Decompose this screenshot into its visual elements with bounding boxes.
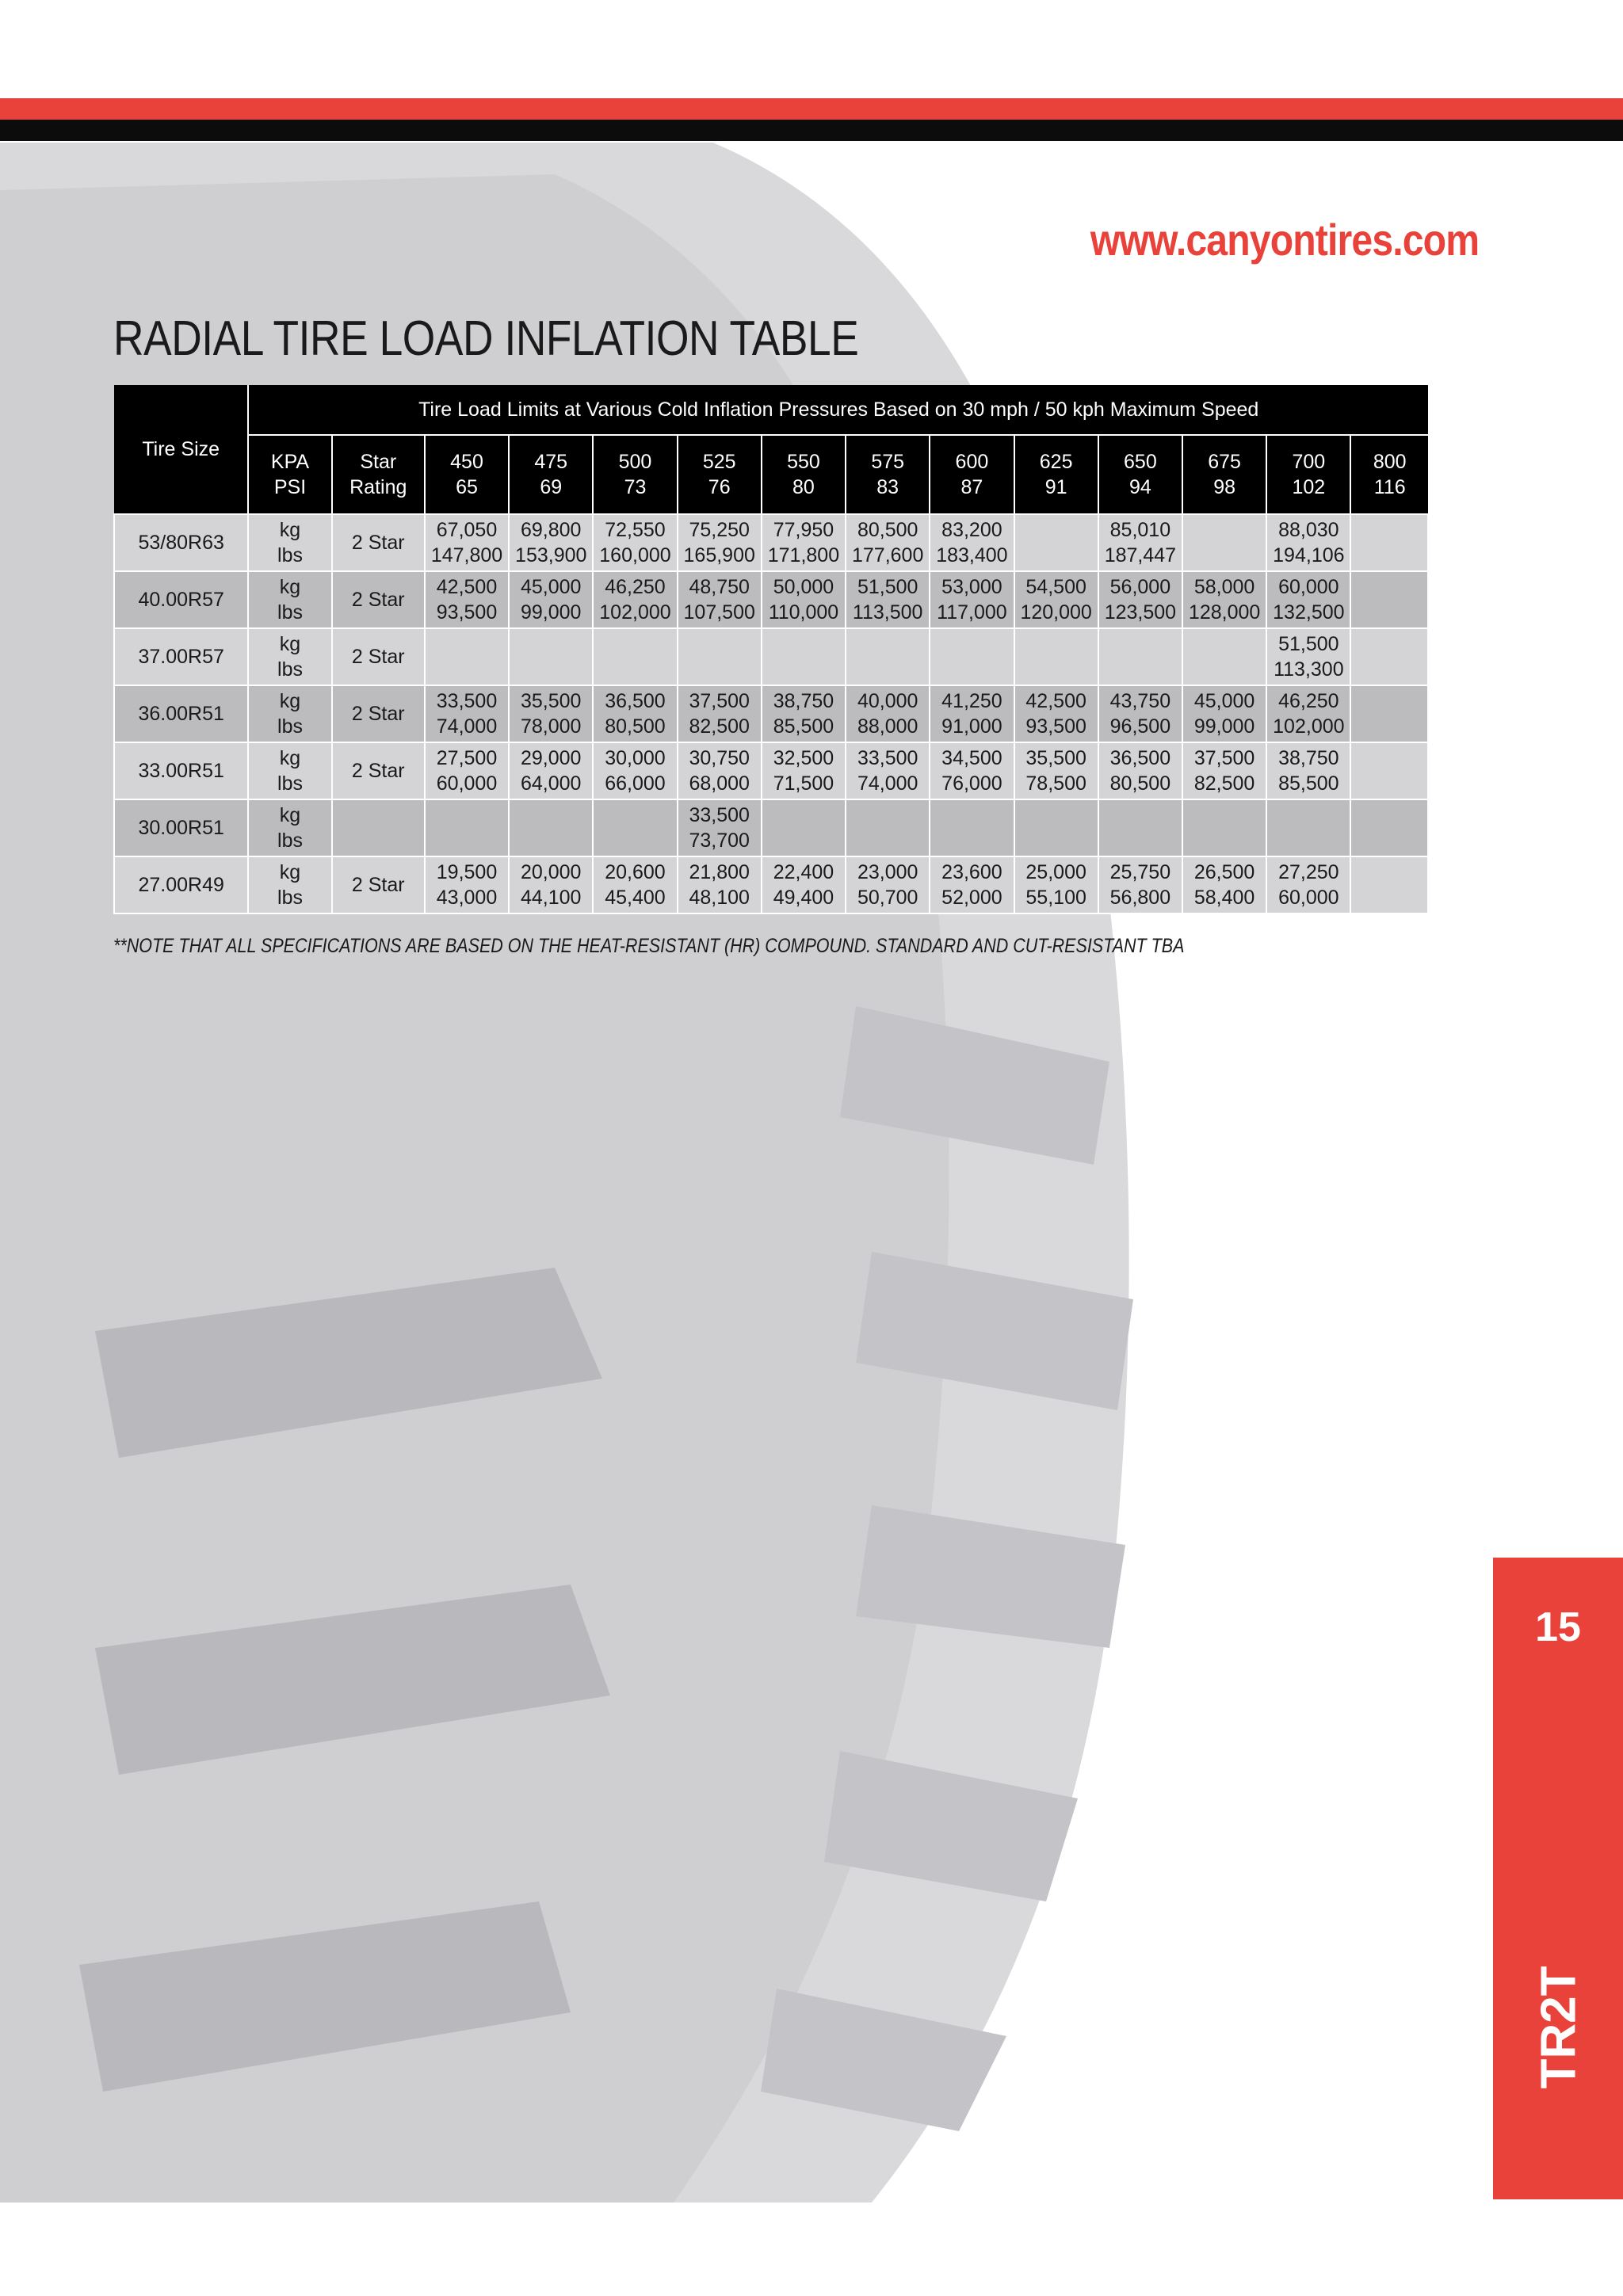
- load-value-cell: [930, 685, 1014, 742]
- load-kg: 20,000: [521, 861, 582, 883]
- pressure-kpa: 625: [1039, 451, 1073, 473]
- load-value-cell: [930, 799, 1014, 856]
- load-kg: 50,000: [773, 576, 834, 598]
- load-kg: 46,250: [605, 576, 666, 598]
- load-value-cell: [678, 571, 762, 628]
- unit-cell: [248, 514, 331, 571]
- load-kg: 36,500: [605, 690, 666, 712]
- pressure-kpa: 675: [1208, 451, 1241, 473]
- load-kg: 58,000: [1193, 576, 1255, 598]
- load-lbs: 78,500: [1025, 772, 1086, 795]
- load-value-cell: [1350, 628, 1428, 685]
- load-kg: 42,500: [1025, 690, 1086, 712]
- load-kg: 60,000: [1278, 576, 1339, 598]
- load-value-cell: [1014, 856, 1098, 913]
- pressure-psi: 102: [1292, 476, 1326, 498]
- star-rating-header: [332, 435, 425, 514]
- table-row: [114, 514, 1428, 571]
- load-value-cell: [1182, 799, 1266, 856]
- pressure-kpa: 475: [534, 451, 568, 473]
- load-value-cell: [425, 685, 509, 742]
- load-kg: 33,500: [857, 747, 918, 769]
- load-value-cell: [846, 571, 930, 628]
- load-value-cell: [678, 514, 762, 571]
- load-kg: 56,000: [1109, 576, 1171, 598]
- star-rating-cell: [332, 799, 425, 856]
- table-row: [114, 742, 1428, 799]
- kg-unit: kg: [279, 804, 301, 826]
- pressure-psi: 69: [540, 476, 563, 498]
- load-kg: 45,000: [521, 576, 582, 598]
- load-value-cell: [1014, 571, 1098, 628]
- load-kg: 21,800: [689, 861, 750, 883]
- pressure-header: [930, 435, 1014, 514]
- load-value-cell: [509, 514, 593, 571]
- kpa-label: KPA: [270, 451, 310, 473]
- pressure-psi: 73: [624, 476, 647, 498]
- load-value-cell: [930, 628, 1014, 685]
- load-lbs: 120,000: [1020, 601, 1092, 624]
- table-row: [114, 799, 1428, 856]
- load-value-cell: [1098, 742, 1182, 799]
- pressure-header: [1182, 435, 1266, 514]
- load-lbs: 194,106: [1273, 544, 1345, 566]
- load-value-cell: [1098, 571, 1182, 628]
- load-value-cell: [1182, 514, 1266, 571]
- load-lbs: 107,500: [683, 601, 755, 624]
- load-lbs: 43,000: [436, 887, 498, 909]
- load-kg: 72,550: [605, 519, 666, 541]
- lbs-unit: lbs: [277, 715, 303, 738]
- pressure-header: [762, 435, 846, 514]
- load-lbs: 55,100: [1025, 887, 1086, 909]
- pressure-kpa: 575: [871, 451, 905, 473]
- load-value-cell: [425, 856, 509, 913]
- tire-size-cell: 37.00R57: [114, 628, 248, 685]
- tire-size-cell: 33.00R51: [114, 742, 248, 799]
- load-value-cell: [678, 799, 762, 856]
- specification-note: **NOTE THAT ALL SPECIFICATIONS ARE BASED ON THE HEAT-RESISTANT (HR) COMPOUND. STANDARD AND CUT-RESISTANT TBA: [113, 935, 1185, 957]
- load-value-cell: [425, 799, 509, 856]
- load-lbs: 177,600: [851, 544, 924, 566]
- load-value-cell: [425, 571, 509, 628]
- load-lbs: 68,000: [689, 772, 750, 795]
- load-value-cell: [762, 571, 846, 628]
- load-kg: 27,250: [1278, 861, 1339, 883]
- load-value-cell: [1098, 628, 1182, 685]
- load-value-cell: [762, 799, 846, 856]
- load-kg: 26,500: [1193, 861, 1255, 883]
- load-value-cell: [846, 685, 930, 742]
- load-kg: 27,500: [436, 747, 498, 769]
- pressure-psi: 98: [1213, 476, 1236, 498]
- load-value-cell: [762, 856, 846, 913]
- table-row: [114, 628, 1428, 685]
- load-value-cell: [1266, 571, 1350, 628]
- pressure-header-row: [114, 435, 1428, 514]
- load-kg: 37,500: [1193, 747, 1255, 769]
- load-lbs: 147,800: [430, 544, 503, 566]
- tire-size-cell: 30.00R51: [114, 799, 248, 856]
- load-value-cell: [425, 514, 509, 571]
- load-lbs: 123,500: [1104, 601, 1177, 624]
- load-lbs: 80,500: [605, 715, 666, 738]
- load-value-cell: [930, 742, 1014, 799]
- kg-unit: kg: [279, 747, 301, 769]
- load-value-cell: [1182, 628, 1266, 685]
- load-lbs: 74,000: [857, 772, 918, 795]
- load-lbs: 48,100: [689, 887, 750, 909]
- load-kg: 45,000: [1193, 690, 1255, 712]
- kg-unit: kg: [279, 519, 301, 541]
- load-lbs: 82,500: [689, 715, 750, 738]
- load-kg: 43,750: [1109, 690, 1171, 712]
- load-kg: 77,950: [773, 519, 834, 541]
- pressure-kpa: 450: [450, 451, 483, 473]
- lbs-unit: lbs: [277, 830, 303, 852]
- load-lbs: 102,000: [599, 601, 671, 624]
- load-lbs: 85,500: [773, 715, 834, 738]
- pressure-header: [425, 435, 509, 514]
- load-value-cell: [1182, 856, 1266, 913]
- table-row: [114, 856, 1428, 913]
- load-lbs: 50,700: [857, 887, 918, 909]
- unit-cell: [248, 799, 331, 856]
- load-lbs: 60,000: [1278, 887, 1339, 909]
- pressure-psi: 94: [1128, 476, 1151, 498]
- load-value-cell: [1098, 799, 1182, 856]
- load-value-cell: [1098, 514, 1182, 571]
- load-value-cell: [593, 685, 677, 742]
- pressure-kpa: 650: [1124, 451, 1157, 473]
- star-rating-cell: 2 Star: [332, 856, 425, 913]
- load-value-cell: [593, 742, 677, 799]
- kg-unit: kg: [279, 633, 301, 655]
- unit-cell: [248, 628, 331, 685]
- load-value-cell: [1182, 742, 1266, 799]
- load-lbs: 96,500: [1109, 715, 1171, 738]
- pressure-header: [1014, 435, 1098, 514]
- pressure-kpa: 700: [1292, 451, 1326, 473]
- star-label: Star: [360, 451, 397, 473]
- rating-label: Rating: [349, 476, 407, 498]
- load-kg: 54,500: [1025, 576, 1086, 598]
- load-lbs: 153,900: [515, 544, 587, 566]
- load-value-cell: [1350, 856, 1428, 913]
- pressure-psi: 80: [792, 476, 815, 498]
- load-kg: 46,250: [1278, 690, 1339, 712]
- tire-size-cell: 27.00R49: [114, 856, 248, 913]
- pressure-header: [509, 435, 593, 514]
- load-lbs: 113,300: [1274, 658, 1344, 681]
- load-lbs: 117,000: [937, 601, 1007, 624]
- lbs-unit: lbs: [277, 544, 303, 566]
- top-red-band: [0, 98, 1623, 120]
- load-lbs: 73,700: [689, 830, 750, 852]
- load-kg: 38,750: [773, 690, 834, 712]
- load-lbs: 80,500: [1109, 772, 1171, 795]
- page-title: RADIAL TIRE LOAD INFLATION TABLE: [113, 311, 859, 366]
- load-lbs: 110,000: [768, 601, 839, 624]
- tire-size-cell: 53/80R63: [114, 514, 248, 571]
- pressure-header: [593, 435, 677, 514]
- load-value-cell: [509, 628, 593, 685]
- load-lbs: 56,800: [1109, 887, 1171, 909]
- load-kg: 51,500: [1278, 633, 1339, 655]
- tire-size-cell: 36.00R51: [114, 685, 248, 742]
- load-lbs: 187,447: [1104, 544, 1177, 566]
- lbs-unit: lbs: [277, 658, 303, 681]
- load-kg: 69,800: [521, 519, 582, 541]
- load-kg: 83,200: [941, 519, 1002, 541]
- load-lbs: 49,400: [773, 887, 834, 909]
- unit-cell: [248, 685, 331, 742]
- load-value-cell: [509, 799, 593, 856]
- pressure-psi: 87: [960, 476, 983, 498]
- tire-size-cell: 40.00R57: [114, 571, 248, 628]
- load-value-cell: [593, 856, 677, 913]
- unit-cell: [248, 856, 331, 913]
- load-lbs: 58,400: [1193, 887, 1255, 909]
- load-kg: 29,000: [521, 747, 582, 769]
- load-kg: 37,500: [689, 690, 750, 712]
- load-kg: 33,500: [436, 690, 498, 712]
- load-lbs: 60,000: [436, 772, 498, 795]
- star-rating-cell: 2 Star: [332, 685, 425, 742]
- load-kg: 34,500: [941, 747, 1002, 769]
- load-kg: 25,000: [1025, 861, 1086, 883]
- load-value-cell: [593, 799, 677, 856]
- load-value-cell: [678, 856, 762, 913]
- load-value-cell: [846, 628, 930, 685]
- load-value-cell: [1350, 571, 1428, 628]
- load-value-cell: [846, 856, 930, 913]
- pressure-kpa: 500: [618, 451, 652, 473]
- load-value-cell: [1266, 514, 1350, 571]
- load-kg: 38,750: [1278, 747, 1339, 769]
- load-value-cell: [1014, 685, 1098, 742]
- load-kg: 41,250: [941, 690, 1002, 712]
- load-lbs: 52,000: [941, 887, 1002, 909]
- unit-cell: [248, 571, 331, 628]
- table-row: [114, 685, 1428, 742]
- load-lbs: 165,900: [683, 544, 755, 566]
- load-value-cell: [930, 514, 1014, 571]
- load-value-cell: [1098, 856, 1182, 913]
- kg-unit: kg: [279, 576, 301, 598]
- load-value-cell: [762, 742, 846, 799]
- kg-unit: kg: [279, 690, 301, 712]
- load-value-cell: [509, 856, 593, 913]
- load-value-cell: [1266, 685, 1350, 742]
- load-value-cell: [1014, 799, 1098, 856]
- load-value-cell: [593, 514, 677, 571]
- load-lbs: 45,400: [605, 887, 666, 909]
- load-value-cell: [509, 685, 593, 742]
- pressure-header: [846, 435, 930, 514]
- load-kg: 23,600: [941, 861, 1002, 883]
- load-value-cell: [593, 571, 677, 628]
- lbs-unit: lbs: [277, 601, 303, 624]
- load-lbs: 85,500: [1278, 772, 1339, 795]
- load-value-cell: [509, 571, 593, 628]
- load-lbs: 76,000: [941, 772, 1002, 795]
- load-value-cell: [846, 742, 930, 799]
- kg-unit: kg: [279, 861, 301, 883]
- load-lbs: 88,000: [857, 715, 918, 738]
- load-kg: 20,600: [605, 861, 666, 883]
- load-value-cell: [678, 628, 762, 685]
- pressure-header: [1350, 435, 1428, 514]
- load-value-cell: [1350, 685, 1428, 742]
- table-row: [114, 571, 1428, 628]
- page-number: 15: [1535, 1604, 1581, 1650]
- load-value-cell: [1182, 571, 1266, 628]
- star-rating-cell: 2 Star: [332, 742, 425, 799]
- load-value-cell: [1350, 514, 1428, 571]
- pressure-kpa: 800: [1373, 451, 1407, 473]
- load-value-cell: [1266, 742, 1350, 799]
- star-rating-cell: 2 Star: [332, 628, 425, 685]
- load-value-cell: [1266, 628, 1350, 685]
- load-value-cell: [762, 685, 846, 742]
- tire-size-header: Tire Size: [114, 385, 248, 514]
- load-value-cell: [1182, 685, 1266, 742]
- load-value-cell: [1350, 799, 1428, 856]
- load-lbs: 99,000: [521, 601, 582, 624]
- load-value-cell: [1266, 856, 1350, 913]
- load-kg: 80,500: [857, 519, 918, 541]
- pressure-psi: 116: [1373, 476, 1406, 498]
- load-kg: 23,000: [857, 861, 918, 883]
- pressure-kpa: 525: [702, 451, 736, 473]
- load-kg: 22,400: [773, 861, 834, 883]
- star-rating-cell: 2 Star: [332, 571, 425, 628]
- load-lbs: 99,000: [1193, 715, 1255, 738]
- side-tab: [1493, 1558, 1623, 2199]
- load-lbs: 113,500: [852, 601, 923, 624]
- load-lbs: 44,100: [521, 887, 582, 909]
- load-kg: 25,750: [1109, 861, 1171, 883]
- load-lbs: 64,000: [521, 772, 582, 795]
- load-value-cell: [509, 742, 593, 799]
- lbs-unit: lbs: [277, 772, 303, 795]
- load-value-cell: [425, 628, 509, 685]
- load-value-cell: [1014, 514, 1098, 571]
- load-value-cell: [846, 514, 930, 571]
- load-value-cell: [762, 514, 846, 571]
- load-value-cell: [593, 628, 677, 685]
- load-kg: 42,500: [436, 576, 498, 598]
- load-lbs: 66,000: [605, 772, 666, 795]
- load-lbs: 171,800: [767, 544, 840, 566]
- load-value-cell: [1350, 742, 1428, 799]
- load-lbs: 93,500: [436, 601, 498, 624]
- psi-label: PSI: [273, 476, 307, 498]
- load-value-cell: [930, 571, 1014, 628]
- load-kg: 33,500: [689, 804, 750, 826]
- load-value-cell: [1266, 799, 1350, 856]
- website-url[interactable]: www.canyontires.com: [1090, 215, 1479, 265]
- load-value-cell: [930, 856, 1014, 913]
- load-lbs: 71,500: [773, 772, 834, 795]
- load-lbs: 82,500: [1193, 772, 1255, 795]
- load-lbs: 78,000: [521, 715, 582, 738]
- table-caption: Tire Load Limits at Various Cold Inflation Pressures Based on 30 mph / 50 kph Maximum Speed: [248, 385, 1428, 435]
- load-kg: 53,000: [941, 576, 1002, 598]
- load-lbs: 128,000: [1188, 601, 1261, 624]
- load-lbs: 160,000: [599, 544, 671, 566]
- load-kg: 75,250: [689, 519, 750, 541]
- pressure-kpa: 550: [787, 451, 820, 473]
- load-lbs: 91,000: [941, 715, 1002, 738]
- load-inflation-table: [113, 385, 1429, 914]
- section-code: TR2T: [1531, 1966, 1587, 2089]
- load-kg: 48,750: [689, 576, 750, 598]
- pressure-header: [1098, 435, 1182, 514]
- unit-cell: [248, 742, 331, 799]
- load-value-cell: [762, 628, 846, 685]
- load-value-cell: [846, 799, 930, 856]
- load-lbs: 93,500: [1025, 715, 1086, 738]
- load-lbs: 132,500: [1273, 601, 1345, 624]
- load-kg: 88,030: [1278, 519, 1339, 541]
- load-kg: 35,500: [521, 690, 582, 712]
- load-value-cell: [425, 742, 509, 799]
- load-kg: 51,500: [857, 576, 918, 598]
- load-kg: 30,000: [605, 747, 666, 769]
- pressure-kpa: 600: [955, 451, 989, 473]
- pressure-psi: 83: [876, 476, 899, 498]
- load-kg: 30,750: [689, 747, 750, 769]
- load-lbs: 102,000: [1273, 715, 1345, 738]
- pressure-header: [1266, 435, 1350, 514]
- load-kg: 85,010: [1109, 519, 1171, 541]
- load-value-cell: [678, 742, 762, 799]
- load-kg: 67,050: [436, 519, 498, 541]
- load-kg: 40,000: [857, 690, 918, 712]
- load-kg: 19,500: [436, 861, 498, 883]
- pressure-header: [678, 435, 762, 514]
- unit-header: [248, 435, 331, 514]
- load-kg: 35,500: [1025, 747, 1086, 769]
- load-lbs: 74,000: [436, 715, 498, 738]
- load-kg: 32,500: [773, 747, 834, 769]
- pressure-psi: 91: [1044, 476, 1067, 498]
- lbs-unit: lbs: [277, 887, 303, 909]
- pressure-psi: 76: [708, 476, 731, 498]
- pressure-psi: 65: [456, 476, 478, 498]
- load-value-cell: [1014, 742, 1098, 799]
- load-value-cell: [678, 685, 762, 742]
- top-black-band: [0, 120, 1623, 141]
- load-value-cell: [1014, 628, 1098, 685]
- load-value-cell: [1098, 685, 1182, 742]
- load-lbs: 183,400: [936, 544, 1008, 566]
- load-kg: 36,500: [1109, 747, 1171, 769]
- star-rating-cell: 2 Star: [332, 514, 425, 571]
